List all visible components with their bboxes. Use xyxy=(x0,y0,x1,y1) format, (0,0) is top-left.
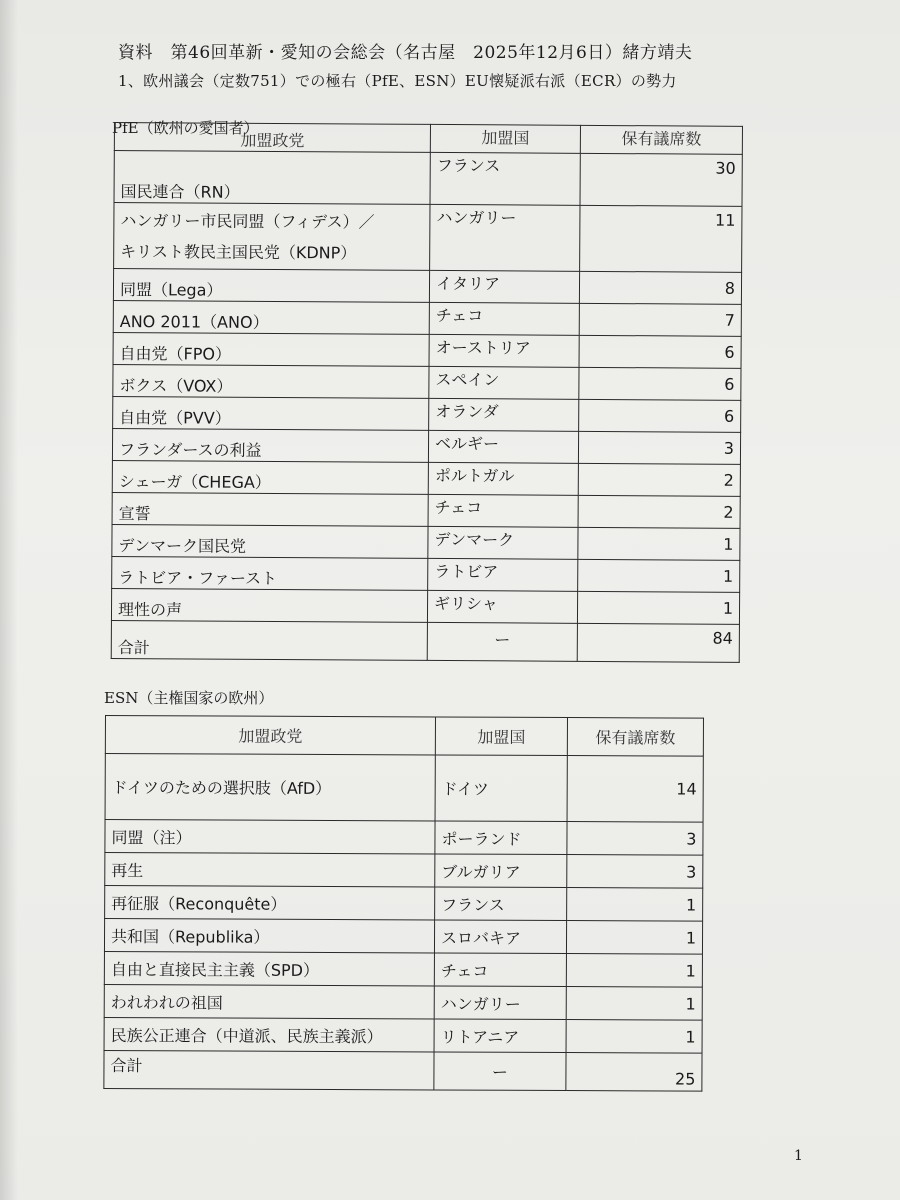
table-header-row xyxy=(105,716,703,757)
column-header-seats: 保有議席数 xyxy=(567,718,703,757)
party-cell: フランダースの利益 xyxy=(112,428,428,462)
country-cell: ハンガリー xyxy=(430,204,580,271)
pfe-section-label: PfE（欧州の愛国者） xyxy=(112,119,259,137)
table-row xyxy=(112,460,740,496)
table-row xyxy=(114,203,742,273)
party-cell: 理性の声 xyxy=(111,588,427,622)
party-cell: ドイツのための選択肢（AfD） xyxy=(105,754,435,821)
country-cell: ラトビア xyxy=(428,558,578,591)
party-cell: デンマーク国民党 xyxy=(112,524,428,558)
seats-cell: 6 xyxy=(579,367,741,400)
table-row xyxy=(105,820,703,856)
party-cell: ボクス（VOX） xyxy=(113,364,429,398)
seats-cell: 2 xyxy=(578,495,740,528)
table-row xyxy=(111,588,739,624)
country-cell: ハンガリー xyxy=(434,986,566,1020)
country-cell: スペイン xyxy=(429,366,579,399)
column-header-country: 加盟国 xyxy=(435,717,567,756)
country-cell: チェコ xyxy=(428,494,578,527)
seats-cell: 7 xyxy=(579,303,741,336)
table-row xyxy=(104,1017,702,1053)
table-header-row xyxy=(114,123,742,155)
country-cell: イタリア xyxy=(429,270,579,303)
party-cell: 再征服（Reconquête） xyxy=(105,886,435,920)
party-cell: 同盟（Lega） xyxy=(113,269,429,303)
party-cell: 再生 xyxy=(105,853,435,887)
column-header-party: 加盟政党 xyxy=(114,123,430,153)
pfe-table xyxy=(111,122,743,663)
seats-cell: 3 xyxy=(578,431,740,464)
seats-cell: 1 xyxy=(566,921,702,955)
seats-cell: 30 xyxy=(580,153,742,206)
seats-cell: 14 xyxy=(567,756,703,823)
country-cell: スロバキア xyxy=(434,920,566,954)
seats-cell: 1 xyxy=(566,1020,702,1054)
seats-cell: 1 xyxy=(566,954,702,988)
seats-cell: 1 xyxy=(577,591,739,624)
column-header-seats: 保有議席数 xyxy=(580,125,742,154)
table-row xyxy=(113,364,741,400)
table-row xyxy=(113,269,741,305)
total-label: 合計 xyxy=(111,620,427,660)
country-cell: ギリシャ xyxy=(427,590,577,623)
seats-cell: 1 xyxy=(578,559,740,592)
table-row xyxy=(112,428,740,464)
page-number: 1 xyxy=(794,1148,803,1164)
country-cell: フランス xyxy=(435,887,567,921)
seats-cell: 8 xyxy=(579,271,741,304)
table-row xyxy=(113,300,741,336)
seats-cell: 6 xyxy=(579,335,741,368)
country-cell: リトアニア xyxy=(434,1019,566,1053)
esn-table xyxy=(103,715,704,1092)
country-cell: デンマーク xyxy=(428,526,578,559)
esn-section-label: ESN（主権国家の欧州） xyxy=(104,689,274,707)
country-cell: チェコ xyxy=(429,302,579,335)
party-cell: ラトビア・ファースト xyxy=(112,556,428,590)
total-country: ー xyxy=(434,1052,566,1091)
seats-cell: 1 xyxy=(567,888,703,922)
country-cell: チェコ xyxy=(434,953,566,987)
seats-cell: 6 xyxy=(579,399,741,432)
table-row xyxy=(113,396,741,432)
country-cell: ドイツ xyxy=(435,755,567,822)
party-cell: 自由党（PVV） xyxy=(113,396,429,430)
table-row xyxy=(105,754,703,823)
table-total-row xyxy=(104,1050,702,1091)
table-row xyxy=(113,332,741,368)
document-subtitle: 1、欧州議会（定数751）での極右（PfE、ESN）EU懐疑派右派（ECR）の勢力 xyxy=(118,72,677,90)
table-row xyxy=(112,492,740,528)
table-row xyxy=(104,984,702,1020)
column-header-country: 加盟国 xyxy=(430,124,580,153)
country-cell: ブルガリア xyxy=(435,854,567,888)
seats-cell: 2 xyxy=(578,463,740,496)
seats-cell: 1 xyxy=(566,987,702,1021)
document-title: 資料 第46回革新・愛知の会総会（名古屋 2025年12月6日）緒方靖夫 xyxy=(118,43,693,63)
party-cell: ANO 2011（ANO） xyxy=(113,300,429,334)
total-label: 合計 xyxy=(104,1050,434,1089)
party-cell: 共和国（Republika） xyxy=(104,919,434,953)
party-name-line-1: ハンガリー市民同盟（フィデス）／ xyxy=(120,210,375,232)
country-cell: ポルトガル xyxy=(428,462,578,495)
table-row xyxy=(104,951,702,987)
party-cell: 宣誓 xyxy=(112,492,428,526)
country-cell: オーストリア xyxy=(429,334,579,367)
party-cell xyxy=(114,203,430,271)
seats-cell: 3 xyxy=(567,822,703,856)
column-header-party: 加盟政党 xyxy=(105,716,435,755)
party-cell: 自由党（FPO） xyxy=(113,332,429,366)
country-cell: ポーランド xyxy=(435,821,567,855)
party-cell: 同盟（注） xyxy=(105,820,435,854)
table-row xyxy=(105,886,703,922)
table-total-row xyxy=(111,620,739,662)
country-cell: ベルギー xyxy=(428,430,578,463)
party-cell: シェーガ（CHEGA） xyxy=(112,460,428,494)
party-cell: 国民連合（RN） xyxy=(114,151,430,205)
country-cell: オランダ xyxy=(429,398,579,431)
party-cell: 自由と直接民主主義（SPD） xyxy=(104,951,434,985)
party-name-line-2: キリスト教民主国民党（KDNP） xyxy=(120,241,357,262)
table-row xyxy=(112,556,740,592)
total-seats: 25 xyxy=(566,1053,702,1092)
table-row xyxy=(114,151,742,207)
seats-cell: 11 xyxy=(580,205,742,272)
total-seats: 84 xyxy=(577,623,739,662)
table-row xyxy=(112,524,740,560)
party-cell: われわれの祖国 xyxy=(104,984,434,1018)
table-row xyxy=(105,853,703,889)
page-edge-shadow xyxy=(0,0,18,1200)
total-country: ー xyxy=(427,622,577,661)
seats-cell: 3 xyxy=(567,855,703,889)
country-cell: フランス xyxy=(430,152,580,205)
seats-cell: 1 xyxy=(578,527,740,560)
table-row xyxy=(104,919,702,955)
party-cell: 民族公正連合（中道派、民族主義派） xyxy=(104,1017,434,1051)
